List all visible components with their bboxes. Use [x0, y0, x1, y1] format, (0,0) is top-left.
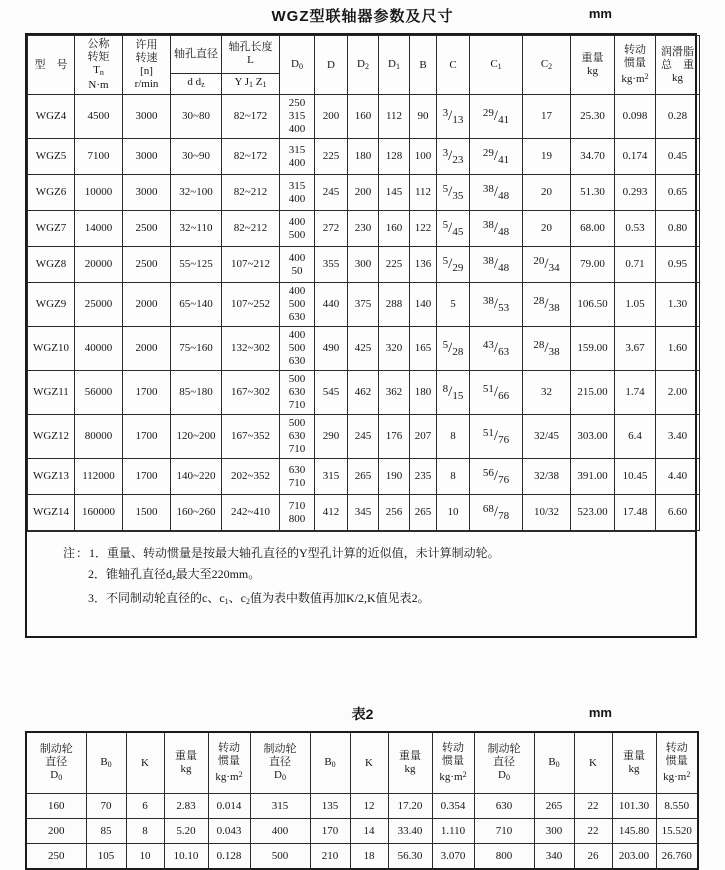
cell-b: 122	[410, 211, 437, 247]
cell-dia: 800	[474, 844, 534, 870]
th-b: B	[410, 36, 437, 95]
cell-c2: 28/38	[523, 327, 571, 371]
cell-bore-len: 82~172	[222, 139, 280, 175]
note-text: 3．不同制动轮直径的c、$c_1$、$c_2$值为表中数值再加K/2,K值见表2。	[88, 591, 430, 606]
th-weight: 重量 kg	[388, 732, 432, 794]
cell-bore-len: 107~212	[222, 247, 280, 283]
table1-box	[25, 33, 697, 638]
cell-torque: 80000	[75, 415, 123, 459]
cell-c2: 32	[523, 371, 571, 415]
cell-speed: 1700	[123, 371, 171, 415]
table2-title-row	[0, 704, 725, 724]
cell-d0: 710 800	[280, 495, 315, 531]
cell-weight: 391.00	[571, 459, 615, 495]
cell-dia: 630	[474, 794, 534, 819]
cell-b0: 70	[86, 794, 126, 819]
cell-b: 100	[410, 139, 437, 175]
th-brake-diameter: 制动轮 直径 $D_0$	[250, 732, 310, 794]
cell-inertia: 0.098	[615, 95, 656, 139]
cell-b: 136	[410, 247, 437, 283]
table-row	[28, 175, 700, 211]
cell-b0: 265	[534, 794, 574, 819]
th-speed: 许用 转速 [n] r/min	[123, 36, 171, 95]
cell-d1: 190	[379, 459, 410, 495]
cell-bore-len: 202~352	[222, 459, 280, 495]
table-row	[28, 371, 700, 415]
cell-inertia: 8.550	[656, 794, 698, 819]
cell-inertia: 10.45	[615, 459, 656, 495]
th-weight: 重量 kg	[571, 36, 615, 95]
cell-torque: 10000	[75, 175, 123, 211]
th-bore-length-symbols: Y $J_1$ $Z_1$	[222, 73, 280, 94]
cell-d2: 345	[348, 495, 379, 531]
table-row	[26, 844, 698, 870]
cell-d: 545	[315, 371, 348, 415]
cell-weight: 17.20	[388, 794, 432, 819]
cell-b: 207	[410, 415, 437, 459]
th-inertia: 转动 惯量 $kg\cdot m^2$	[432, 732, 474, 794]
table-row	[28, 139, 700, 175]
cell-k: 22	[574, 819, 612, 844]
cell-weight: 303.00	[571, 415, 615, 459]
cell-c1: 38/48	[470, 211, 523, 247]
cell-speed: 2000	[123, 327, 171, 371]
th-k: K	[126, 732, 164, 794]
cell-d2: 462	[348, 371, 379, 415]
cell-bore-len: 167~302	[222, 371, 280, 415]
table-row	[28, 327, 700, 371]
cell-weight: 159.00	[571, 327, 615, 371]
cell-d: 355	[315, 247, 348, 283]
cell-inertia: 3.070	[432, 844, 474, 870]
note-item	[63, 543, 687, 564]
cell-c1: 29/41	[470, 95, 523, 139]
cell-c: 8/15	[437, 371, 470, 415]
cell-c: 5/35	[437, 175, 470, 211]
th-model: 型 号	[28, 36, 75, 95]
cell-c: 5/45	[437, 211, 470, 247]
cell-b: 112	[410, 175, 437, 211]
cell-speed: 2500	[123, 247, 171, 283]
cell-k: 18	[350, 844, 388, 870]
cell-c: 5	[437, 283, 470, 327]
cell-inertia: 17.48	[615, 495, 656, 531]
page-title: WGZ型联轴器参数及尺寸	[271, 8, 454, 25]
cell-speed: 2000	[123, 283, 171, 327]
cell-dia: 315	[250, 794, 310, 819]
cell-d0: 250 315 400	[280, 95, 315, 139]
cell-bore-dia: 75~160	[171, 327, 222, 371]
notes-label: 注：	[63, 546, 90, 560]
th-torque: 公称 转矩 $T_n$ N·m	[75, 36, 123, 95]
cell-bore-len: 242~410	[222, 495, 280, 531]
cell-d0: 400 50	[280, 247, 315, 283]
cell-model: WGZ9	[28, 283, 75, 327]
cell-weight: 106.50	[571, 283, 615, 327]
cell-d2: 300	[348, 247, 379, 283]
cell-dia: 400	[250, 819, 310, 844]
cell-bore-len: 82~172	[222, 95, 280, 139]
table1-title-row	[0, 0, 725, 27]
table2-unit-label: mm	[588, 705, 612, 720]
cell-c2: 10/32	[523, 495, 571, 531]
th-c1: $C_1$	[470, 36, 523, 95]
cell-model: WGZ7	[28, 211, 75, 247]
cell-c: 3/23	[437, 139, 470, 175]
cell-inertia: 0.014	[208, 794, 250, 819]
cell-d2: 375	[348, 283, 379, 327]
cell-speed: 3000	[123, 139, 171, 175]
cell-d: 315	[315, 459, 348, 495]
cell-c1: 38/53	[470, 283, 523, 327]
cell-b0: 340	[534, 844, 574, 870]
cell-inertia: 0.174	[615, 139, 656, 175]
cell-inertia: 0.293	[615, 175, 656, 211]
cell-c: 8	[437, 459, 470, 495]
cell-b0: 105	[86, 844, 126, 870]
cell-torque: 40000	[75, 327, 123, 371]
cell-model: WGZ8	[28, 247, 75, 283]
table1-unit-label: mm	[588, 6, 612, 21]
cell-weight: 34.70	[571, 139, 615, 175]
cell-bore-dia: 140~220	[171, 459, 222, 495]
cell-grease: 0.45	[656, 139, 700, 175]
cell-grease: 3.40	[656, 415, 700, 459]
cell-bore-len: 167~352	[222, 415, 280, 459]
cell-d: 200	[315, 95, 348, 139]
cell-c1: 68/78	[470, 495, 523, 531]
cell-c1: 38/48	[470, 175, 523, 211]
cell-c2: 19	[523, 139, 571, 175]
cell-weight: 5.20	[164, 819, 208, 844]
table-row	[28, 415, 700, 459]
th-d2: $D_2$	[348, 36, 379, 95]
cell-d1: 112	[379, 95, 410, 139]
cell-weight: 2.83	[164, 794, 208, 819]
table-row	[28, 495, 700, 531]
cell-inertia: 3.67	[615, 327, 656, 371]
cell-d0: 630 710	[280, 459, 315, 495]
cell-k: 12	[350, 794, 388, 819]
cell-dia: 500	[250, 844, 310, 870]
cell-grease: 1.30	[656, 283, 700, 327]
cell-d: 490	[315, 327, 348, 371]
cell-grease: 2.00	[656, 371, 700, 415]
cell-inertia: 26.760	[656, 844, 698, 870]
cell-grease: 0.95	[656, 247, 700, 283]
th-brake-diameter: 制动轮 直径 $D_0$	[474, 732, 534, 794]
cell-d1: 128	[379, 139, 410, 175]
cell-c2: 20/34	[523, 247, 571, 283]
cell-bore-dia: 160~260	[171, 495, 222, 531]
cell-weight: 51.30	[571, 175, 615, 211]
cell-d1: 320	[379, 327, 410, 371]
cell-b0: 210	[310, 844, 350, 870]
th-bore-diameter-symbols: d $d_z$	[171, 73, 222, 94]
cell-k: 26	[574, 844, 612, 870]
cell-d: 245	[315, 175, 348, 211]
cell-torque: 20000	[75, 247, 123, 283]
note-text: 2．锥轴孔直径$d_z$最大至220mm。	[88, 567, 261, 582]
th-d: D	[315, 36, 348, 95]
cell-bore-dia: 55~125	[171, 247, 222, 283]
cell-c1: 29/41	[470, 139, 523, 175]
table-row	[26, 819, 698, 844]
coupling-parameters-table	[27, 35, 700, 531]
cell-b: 235	[410, 459, 437, 495]
cell-d0: 500 630 710	[280, 371, 315, 415]
cell-d: 440	[315, 283, 348, 327]
cell-inertia: 1.05	[615, 283, 656, 327]
table-row	[28, 283, 700, 327]
cell-bore-len: 82~212	[222, 175, 280, 211]
cell-grease: 0.28	[656, 95, 700, 139]
cell-bore-len: 107~252	[222, 283, 280, 327]
note-text: 1．重量、转动惯量是按最大轴孔直径的Y型孔计算的近似值，未计算制动轮。	[89, 546, 500, 560]
th-d0: $D_0$	[280, 36, 315, 95]
cell-c1: 43/63	[470, 327, 523, 371]
th-b0: $B_0$	[310, 732, 350, 794]
cell-c1: 51/66	[470, 371, 523, 415]
cell-inertia: 0.128	[208, 844, 250, 870]
th-b0: $B_0$	[534, 732, 574, 794]
cell-d: 412	[315, 495, 348, 531]
cell-weight: 523.00	[571, 495, 615, 531]
cell-dia: 250	[26, 844, 86, 870]
cell-inertia: 0.71	[615, 247, 656, 283]
cell-c2: 32/45	[523, 415, 571, 459]
cell-c1: 56/76	[470, 459, 523, 495]
cell-torque: 25000	[75, 283, 123, 327]
cell-b0: 135	[310, 794, 350, 819]
cell-b: 265	[410, 495, 437, 531]
cell-d1: 256	[379, 495, 410, 531]
cell-c2: 32/38	[523, 459, 571, 495]
cell-dia: 160	[26, 794, 86, 819]
cell-bore-len: 82~212	[222, 211, 280, 247]
cell-d0: 315 400	[280, 175, 315, 211]
cell-c: 10	[437, 495, 470, 531]
cell-torque: 160000	[75, 495, 123, 531]
cell-model: WGZ14	[28, 495, 75, 531]
cell-weight: 68.00	[571, 211, 615, 247]
cell-c2: 28/38	[523, 283, 571, 327]
cell-b: 140	[410, 283, 437, 327]
cell-torque: 7100	[75, 139, 123, 175]
cell-bore-dia: 65~140	[171, 283, 222, 327]
cell-d0: 400 500 630	[280, 327, 315, 371]
table-row	[28, 95, 700, 139]
cell-c2: 17	[523, 95, 571, 139]
cell-d1: 160	[379, 211, 410, 247]
cell-model: WGZ4	[28, 95, 75, 139]
cell-b0: 170	[310, 819, 350, 844]
cell-d1: 176	[379, 415, 410, 459]
cell-c: 5/28	[437, 327, 470, 371]
brake-wheel-table	[25, 731, 699, 870]
cell-inertia: 1.74	[615, 371, 656, 415]
cell-c: 5/29	[437, 247, 470, 283]
cell-d1: 225	[379, 247, 410, 283]
th-d1: $D_1$	[379, 36, 410, 95]
cell-torque: 14000	[75, 211, 123, 247]
table-row	[26, 794, 698, 819]
cell-grease: 1.60	[656, 327, 700, 371]
cell-d2: 245	[348, 415, 379, 459]
cell-d: 272	[315, 211, 348, 247]
table-notes	[27, 531, 695, 636]
cell-weight: 33.40	[388, 819, 432, 844]
cell-inertia: 0.354	[432, 794, 474, 819]
th-k: K	[574, 732, 612, 794]
th-weight: 重量 kg	[164, 732, 208, 794]
table-row	[28, 459, 700, 495]
cell-weight: 10.10	[164, 844, 208, 870]
cell-inertia: 1.110	[432, 819, 474, 844]
th-brake-diameter: 制动轮 直径 $D_0$	[26, 732, 86, 794]
cell-model: WGZ5	[28, 139, 75, 175]
cell-grease: 6.60	[656, 495, 700, 531]
cell-speed: 3000	[123, 175, 171, 211]
cell-d2: 230	[348, 211, 379, 247]
cell-torque: 56000	[75, 371, 123, 415]
cell-d1: 362	[379, 371, 410, 415]
cell-weight: 145.80	[612, 819, 656, 844]
cell-torque: 4500	[75, 95, 123, 139]
cell-weight: 56.30	[388, 844, 432, 870]
cell-torque: 112000	[75, 459, 123, 495]
cell-k: 10	[126, 844, 164, 870]
cell-bore-len: 132~302	[222, 327, 280, 371]
cell-c2: 20	[523, 211, 571, 247]
table-row	[28, 247, 700, 283]
th-c2: $C_2$	[523, 36, 571, 95]
cell-bore-dia: 120~200	[171, 415, 222, 459]
cell-weight: 25.30	[571, 95, 615, 139]
cell-grease: 4.40	[656, 459, 700, 495]
cell-bore-dia: 30~90	[171, 139, 222, 175]
cell-d2: 265	[348, 459, 379, 495]
cell-grease: 0.80	[656, 211, 700, 247]
cell-grease: 0.65	[656, 175, 700, 211]
cell-d2: 425	[348, 327, 379, 371]
cell-d2: 180	[348, 139, 379, 175]
cell-d0: 315 400	[280, 139, 315, 175]
cell-b: 180	[410, 371, 437, 415]
cell-c: 3/13	[437, 95, 470, 139]
cell-model: WGZ11	[28, 371, 75, 415]
cell-k: 6	[126, 794, 164, 819]
cell-weight: 215.00	[571, 371, 615, 415]
cell-inertia: 6.4	[615, 415, 656, 459]
cell-speed: 3000	[123, 95, 171, 139]
cell-inertia: 0.043	[208, 819, 250, 844]
cell-bore-dia: 30~80	[171, 95, 222, 139]
cell-weight: 101.30	[612, 794, 656, 819]
cell-model: WGZ6	[28, 175, 75, 211]
th-grease: 润滑脂 总 重 kg	[656, 36, 700, 95]
cell-b0: 85	[86, 819, 126, 844]
cell-bore-dia: 32~110	[171, 211, 222, 247]
cell-k: 22	[574, 794, 612, 819]
cell-model: WGZ12	[28, 415, 75, 459]
note-item	[63, 588, 687, 612]
cell-weight: 203.00	[612, 844, 656, 870]
cell-model: WGZ10	[28, 327, 75, 371]
cell-b: 165	[410, 327, 437, 371]
cell-b0: 300	[534, 819, 574, 844]
cell-inertia: 0.53	[615, 211, 656, 247]
cell-dia: 200	[26, 819, 86, 844]
th-c: C	[437, 36, 470, 95]
cell-k: 8	[126, 819, 164, 844]
cell-c: 8	[437, 415, 470, 459]
cell-speed: 2500	[123, 211, 171, 247]
th-inertia: 转动 惯量 $kg\cdot m^2$	[656, 732, 698, 794]
th-inertia: 转动 惯量 $kg\cdot m^2$	[615, 36, 656, 95]
cell-model: WGZ13	[28, 459, 75, 495]
cell-b: 90	[410, 95, 437, 139]
cell-d1: 145	[379, 175, 410, 211]
cell-speed: 1700	[123, 415, 171, 459]
cell-c2: 20	[523, 175, 571, 211]
cell-d: 290	[315, 415, 348, 459]
table2-title: 表2	[351, 706, 374, 722]
cell-speed: 1500	[123, 495, 171, 531]
cell-d0: 500 630 710	[280, 415, 315, 459]
cell-d0: 400 500	[280, 211, 315, 247]
cell-d1: 288	[379, 283, 410, 327]
th-b0: $B_0$	[86, 732, 126, 794]
cell-d2: 160	[348, 95, 379, 139]
cell-d0: 400 500 630	[280, 283, 315, 327]
cell-k: 14	[350, 819, 388, 844]
cell-c1: 51/76	[470, 415, 523, 459]
th-bore-diameter: 轴孔直径	[171, 36, 222, 74]
cell-bore-dia: 85~180	[171, 371, 222, 415]
cell-inertia: 15.520	[656, 819, 698, 844]
cell-d2: 200	[348, 175, 379, 211]
note-item	[63, 564, 687, 588]
cell-speed: 1700	[123, 459, 171, 495]
th-inertia: 转动 惯量 $kg\cdot m^2$	[208, 732, 250, 794]
table-row	[28, 211, 700, 247]
cell-dia: 710	[474, 819, 534, 844]
th-bore-length: 轴孔长度 L	[222, 36, 280, 74]
cell-bore-dia: 32~100	[171, 175, 222, 211]
th-weight: 重量 kg	[612, 732, 656, 794]
cell-d: 225	[315, 139, 348, 175]
cell-c1: 38/48	[470, 247, 523, 283]
cell-weight: 79.00	[571, 247, 615, 283]
th-k: K	[350, 732, 388, 794]
